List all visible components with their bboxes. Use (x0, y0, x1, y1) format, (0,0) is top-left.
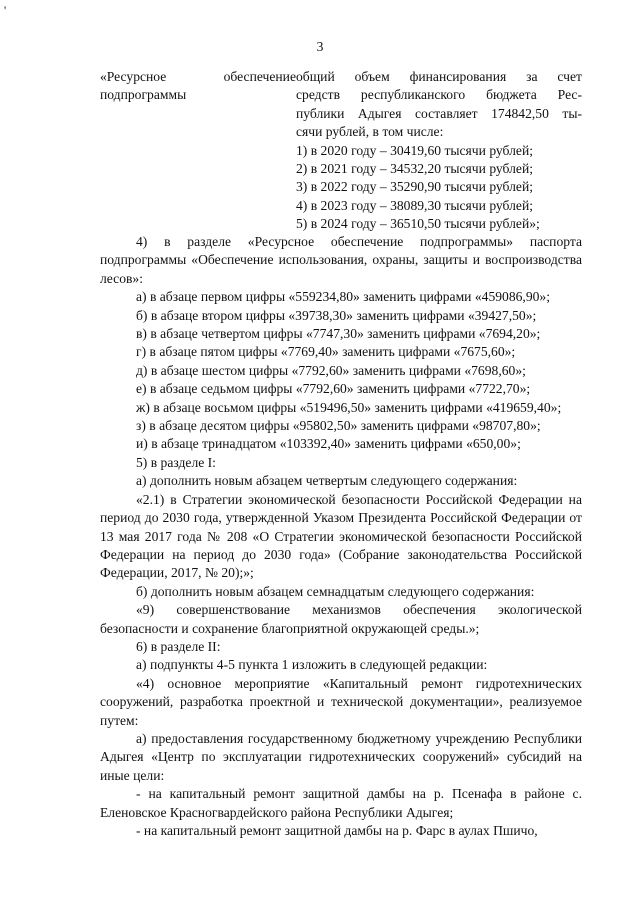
passport-content-line: средств республиканского бюджета Рес- (296, 87, 582, 103)
passport-content-line: сячи рублей, в том числе: (296, 124, 444, 140)
paragraph: - на капитальный ремонт защитной дамбы на р. Псенафа в районе с. Еленовское Красногвардейского района Республики Адыгея; (100, 786, 582, 820)
paragraph: «2.1) в Стратегии экономической безопасности Российской Федерации на период до 2030 года, утвержденной Указом Президента Российской Федерации от 13 мая 2017 года № 208 «О Стратегии экономической безопасности Российской Федерации на период до 2030 года» (Собрание законодательства Российской Федерации, 2017, № 20);»; (100, 491, 582, 581)
paragraph: з) в абзаце десятом цифры «95802,50» заменить цифрами «98707,80»; (136, 418, 541, 434)
paragraph: а) предоставления государственному бюджетному учреждению Республики Адыгея «Центр по эксплуатации гидротехнических сооружений» субсидий на иные цели: (100, 730, 582, 783)
passport-row-content (296, 68, 582, 234)
passport-content-line: публики Адыгея составляет 174842,50 ты- (296, 105, 582, 121)
year-amount-line: 1) в 2020 году – 30419,60 тысячи рублей; (296, 142, 534, 158)
corner-mark: ' (4, 3, 7, 17)
paragraph: и) в абзаце тринадцатом «103392,40» заменить цифрами «650,00»; (136, 436, 521, 452)
year-amount-line: 3) в 2022 году – 35290,90 тысячи рублей; (296, 179, 534, 195)
paragraph: а) дополнить новым абзацем четвертым следующего содержания: (136, 473, 518, 489)
paragraph: ж) в абзаце восьмом цифры «519496,50» заменить цифрами «419659,40»; (136, 399, 562, 415)
paragraph: - на капитальный ремонт защитной дамбы на р. Фарс в аулах Пшичо, (136, 823, 538, 838)
passport-content-line: общий объем финансирования за счет (296, 69, 582, 84)
year-amount-line: 2) в 2021 году – 34532,20 тысячи рублей; (296, 161, 534, 177)
passport-table-row (100, 68, 582, 234)
page-number: 3 (316, 39, 324, 54)
year-amount-line: 4) в 2023 году – 38089,30 тысячи рублей; (296, 197, 534, 213)
paragraph: 4) в разделе «Ресурсное обеспечение подпрограммы» паспорта подпрограммы «Обеспечение использования, охраны, защиты и воспроизводства лесов»: (100, 234, 582, 286)
passport-row-label: «Ресурсное обеспечение подпрограммы (100, 69, 296, 103)
paragraph: 5) в разделе I: (136, 454, 216, 470)
paragraph: «9) совершенствование механизмов обеспечения экологической безопасности и сохранение благоприятной окружающей среды.»; (100, 602, 582, 636)
paragraph: б) дополнить новым абзацем семнадцатым следующего содержания: (136, 583, 535, 599)
paragraph: «4) основное мероприятие «Капитальный ремонт гидротехнических сооружений, разработка проектной и технической документации», реализуемое путем: (100, 675, 582, 728)
paragraph: в) в абзаце четвертом цифры «7747,30» заменить цифрами «7694,20»; (136, 326, 541, 342)
document-body (100, 233, 582, 840)
year-amount-line: 5) в 2024 году – 36510,50 тысячи рублей»; (296, 216, 540, 232)
paragraph: д) в абзаце шестом цифры «7792,60» заменить цифрами «7698,60»; (136, 362, 526, 378)
paragraph: а) в абзаце первом цифры «559234,80» заменить цифрами «459086,90»; (136, 289, 550, 305)
paragraph: е) в абзаце седьмом цифры «7792,60» заменить цифрами «7722,70»; (136, 381, 531, 397)
paragraph: 6) в разделе II: (136, 638, 221, 654)
paragraph: б) в абзаце втором цифры «39738,30» заменить цифрами «39427,50»; (136, 307, 537, 323)
paragraph: а) подпункты 4-5 пункта 1 изложить в следующей редакции: (136, 657, 488, 673)
paragraph: г) в абзаце пятом цифры «7769,40» заменить цифрами «7675,60»; (136, 344, 516, 360)
